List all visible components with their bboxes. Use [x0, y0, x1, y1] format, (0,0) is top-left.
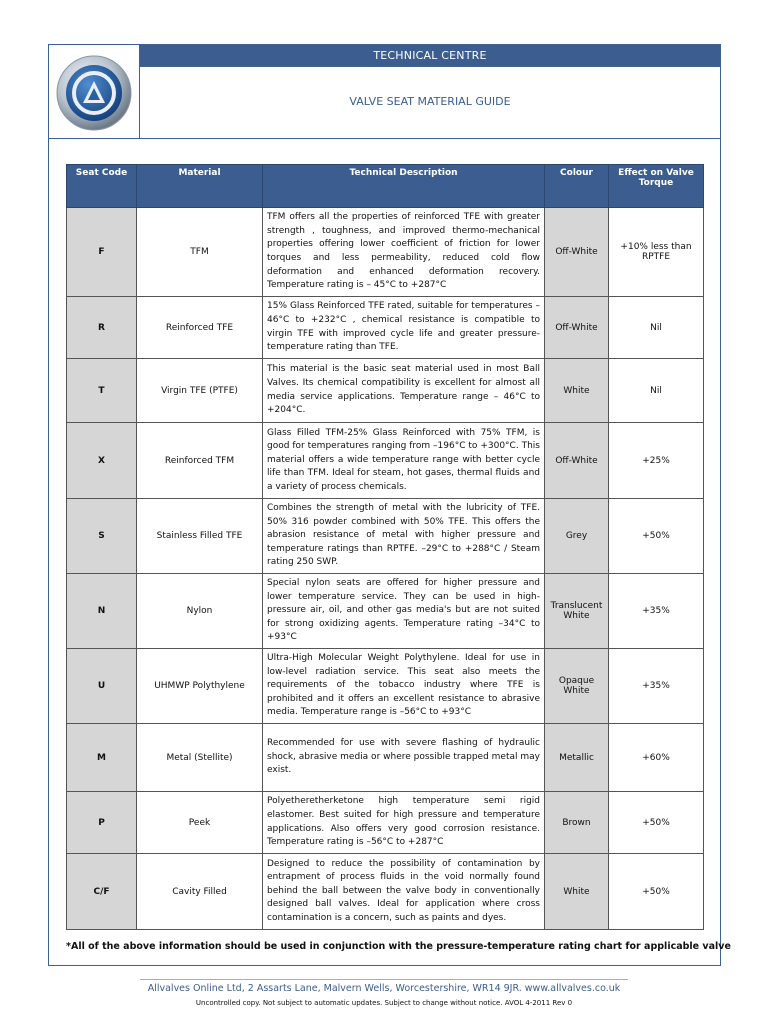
- description-cell: Designed to reduce the possibility of contamination by entrapment of process fluids in the void normally found behind the ball between the valve body in conventionally designed ball valves. Ideal for application where cross contamination is a concern, such as paints and dyes.: [263, 854, 545, 930]
- column-header-colour: Colour: [545, 165, 609, 208]
- torque-effect-cell: +50%: [609, 854, 704, 930]
- torque-effect-cell: +10% less than RPTFE: [609, 208, 704, 297]
- torque-effect-cell: +35%: [609, 649, 704, 724]
- table-header-row: [67, 165, 704, 208]
- footer-address: Allvalves Online Ltd, 2 Assarts Lane, Malvern Wells, Worcestershire, WR14 9JR. www.allvalves.co.uk: [147, 983, 621, 994]
- column-header-technical-description: Technical Description: [263, 165, 545, 208]
- description-cell: Ultra-High Molecular Weight Polythylene. Ideal for use in low-level radiation service. This seat also meets the requirements of the tobacco industry where TFE is prohibited and it offers an excellent resistance to abrasive media. Temperature range is –56°C to +93°C: [263, 649, 545, 724]
- table-row: [67, 792, 704, 854]
- description-cell: Recommended for use with severe flashing of hydraulic shock, abrasive media or where possible trapped metal may exist.: [263, 724, 545, 792]
- table-row: [67, 724, 704, 792]
- colour-cell: Opaque White: [545, 649, 609, 724]
- torque-effect-cell: +35%: [609, 574, 704, 649]
- header-divider: [49, 138, 720, 139]
- table-row: [67, 854, 704, 930]
- allvalves-logo-icon: [55, 55, 133, 131]
- material-cell: Reinforced TFM: [137, 423, 263, 499]
- seat-material-table: [66, 164, 704, 930]
- seat-code-cell: M: [67, 724, 137, 792]
- material-cell: Nylon: [137, 574, 263, 649]
- table-row: [67, 423, 704, 499]
- table-row: [67, 499, 704, 574]
- seat-code-cell: P: [67, 792, 137, 854]
- logo-box: [49, 45, 140, 138]
- torque-effect-cell: +50%: [609, 792, 704, 854]
- column-header-material: Material: [137, 165, 263, 208]
- table-row: [67, 297, 704, 359]
- column-header-seat-code: Seat Code: [67, 165, 137, 208]
- material-cell: UHMWP Polythylene: [137, 649, 263, 724]
- colour-cell: Translucent White: [545, 574, 609, 649]
- description-cell: Combines the strength of metal with the lubricity of TFE. 50% 316 powder combined with 50% TFE. This offers the abrasion resistance of metal with higher pressure and temperature ratings than RPTFE. –29°C to +288°C / Steam rating 250 SWP.: [263, 499, 545, 574]
- table-row: [67, 208, 704, 297]
- seat-code-cell: F: [67, 208, 137, 297]
- material-cell: Reinforced TFE: [137, 297, 263, 359]
- material-cell: Cavity Filled: [137, 854, 263, 930]
- colour-cell: White: [545, 359, 609, 423]
- description-cell: Glass Filled TFM-25% Glass Reinforced with 75% TFM, is good for temperatures ranging from –196°C to +300°C. This material offers a wide temperature range with better cycle life than TFM. Ideal for steam, hot gases, thermal fluids and a variety of process chemicals.: [263, 423, 545, 499]
- description-cell: TFM offers all the properties of reinforced TFE with greater strength , toughness, and improved thermo-mechanical properties offering lower coefficient of friction for lower torques and less permeability, reduced cold flow deformation and enhanced deformation recovery. Temperature rating is – 45°C to +287°C: [263, 208, 545, 297]
- footer-divider: [140, 979, 628, 980]
- colour-cell: Off-White: [545, 208, 609, 297]
- colour-cell: Metallic: [545, 724, 609, 792]
- seat-code-cell: X: [67, 423, 137, 499]
- material-cell: Virgin TFE (PTFE): [137, 359, 263, 423]
- description-cell: Polyetheretherketone high temperature semi rigid elastomer. Best suited for high pressure and temperature applications. Also offers very good corrosion resistance. Temperature rating is –56°C to +287°C: [263, 792, 545, 854]
- table-row: [67, 649, 704, 724]
- colour-cell: Brown: [545, 792, 609, 854]
- torque-effect-cell: +25%: [609, 423, 704, 499]
- material-cell: Stainless Filled TFE: [137, 499, 263, 574]
- description-cell: Special nylon seats are offered for higher pressure and lower temperature service. They can be used in high-pressure air, oil, and other gas media's but are not suited for strong oxidizing agents. Temperature rating –34°C to +93°C: [263, 574, 545, 649]
- seat-code-cell: N: [67, 574, 137, 649]
- page-title: VALVE SEAT MATERIAL GUIDE: [140, 66, 720, 138]
- usage-note: *All of the above information should be used in conjunction with the pressure-temperature rating chart for applicable valve: [66, 941, 731, 952]
- colour-cell: Off-White: [545, 297, 609, 359]
- seat-code-cell: S: [67, 499, 137, 574]
- seat-code-cell: U: [67, 649, 137, 724]
- colour-cell: Off-White: [545, 423, 609, 499]
- table-row: [67, 359, 704, 423]
- material-cell: Metal (Stellite): [137, 724, 263, 792]
- colour-cell: Grey: [545, 499, 609, 574]
- column-header-effect-on-torque: Effect on Valve Torque: [609, 165, 704, 208]
- header-title-bar: TECHNICAL CENTRE: [140, 45, 720, 66]
- colour-cell: White: [545, 854, 609, 930]
- seat-code-cell: C/F: [67, 854, 137, 930]
- description-cell: This material is the basic seat material used in most Ball Valves. Its chemical compatibility is excellent for almost all media service applications. Temperature range – 46°C to +204°C.: [263, 359, 545, 423]
- torque-effect-cell: Nil: [609, 359, 704, 423]
- table-row: [67, 574, 704, 649]
- torque-effect-cell: +50%: [609, 499, 704, 574]
- seat-code-cell: T: [67, 359, 137, 423]
- material-cell: Peek: [137, 792, 263, 854]
- torque-effect-cell: Nil: [609, 297, 704, 359]
- material-cell: TFM: [137, 208, 263, 297]
- description-cell: 15% Glass Reinforced TFE rated, suitable for temperatures – 46°C to +232°C , chemical resistance is compatible to virgin TFE with improved cycle life and greater pressure-temperature rating than TFE.: [263, 297, 545, 359]
- footer-disclaimer: Uncontrolled copy. Not subject to automatic updates. Subject to change without notice. AVOL 4-2011 Rev 0: [195, 999, 573, 1007]
- seat-code-cell: R: [67, 297, 137, 359]
- torque-effect-cell: +60%: [609, 724, 704, 792]
